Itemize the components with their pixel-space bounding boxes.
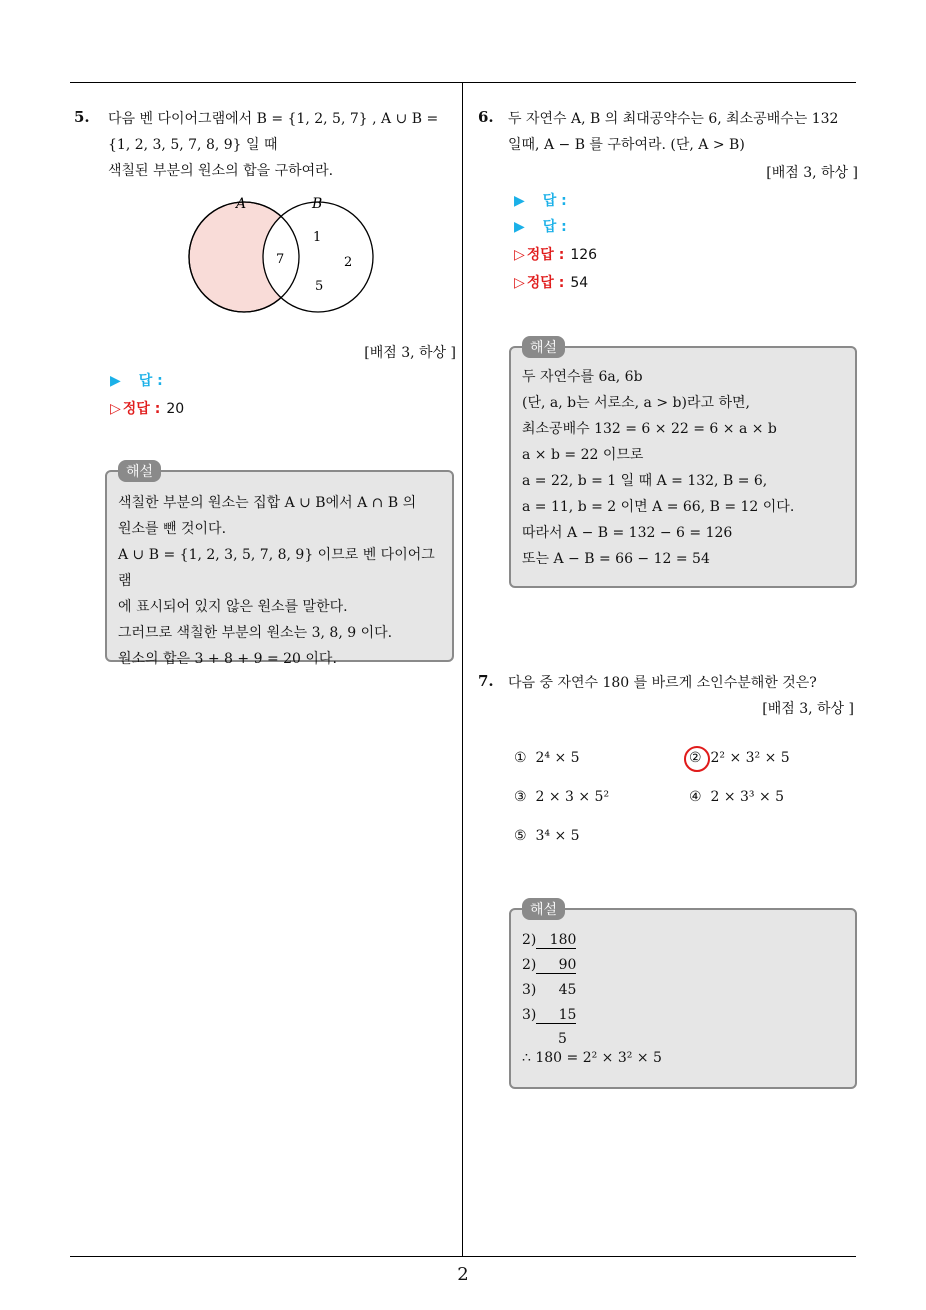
option-marker: ② — [689, 750, 702, 766]
explain-line: a = 22, b = 1 일 때 A = 132, B = 6, — [522, 473, 768, 489]
option-text: 2² × 3² × 5 — [710, 750, 790, 766]
venn-label-b: B — [312, 196, 323, 212]
correct-label: 정답 : — [122, 401, 161, 417]
q5-stem — [108, 106, 458, 184]
venn-value-5: 5 — [315, 279, 324, 294]
option-marker: ③ — [514, 789, 527, 805]
answer-triangle-icon: ▶ — [514, 219, 525, 235]
q5-line1: 다음 벤 다이어그램에서 B = {1, 2, 5, 7} , A ∪ B = — [108, 111, 439, 127]
explain-line: a × b = 22 이므로 — [522, 447, 644, 463]
q7-option-3[interactable] — [514, 789, 609, 805]
q6-number: 6. — [478, 108, 494, 126]
correct-value: 54 — [570, 275, 589, 291]
answer-triangle-icon: ▶ — [110, 373, 121, 389]
explain-line: 원소의 합은 3 + 8 + 9 = 20 이다. — [118, 651, 337, 667]
explain-line: (단, a, b는 서로소, a > b)라고 하면, — [522, 395, 750, 411]
q6-stem — [508, 106, 863, 158]
page-number: 2 — [457, 1264, 469, 1285]
answer-label: 답 : — [138, 373, 163, 389]
venn-label-a: A — [236, 196, 247, 212]
q6-answer-row — [514, 216, 567, 236]
q6-score: [배점 3, 하상 ] — [766, 165, 858, 181]
q6-line2: 일때, A − B 를 구하여라. (단, A > B) — [508, 137, 745, 153]
explain-line: 그러므로 색칠한 부분의 원소는 3, 8, 9 이다. — [118, 625, 393, 641]
division-conclusion: ∴ 180 = 2² × 3² × 5 — [522, 1050, 662, 1066]
q7-number: 7. — [478, 672, 494, 690]
q7-option-4[interactable] — [689, 789, 784, 805]
venn-value-7: 7 — [276, 252, 285, 267]
q7-option-1[interactable] — [514, 750, 580, 766]
answer-triangle-icon: ▶ — [514, 193, 525, 209]
correct-value: 20 — [166, 401, 185, 417]
division-step: 3) 45 — [522, 982, 577, 998]
venn-value-2: 2 — [344, 255, 353, 270]
division-result: 5 — [558, 1031, 567, 1047]
explain-line: a = 11, b = 2 이면 A = 66, B = 12 이다. — [522, 499, 795, 515]
explain-line: 또는 A − B = 66 − 12 = 54 — [522, 551, 710, 567]
q7-stem — [508, 670, 863, 696]
q5-correct-row — [110, 398, 184, 418]
option-text: 3⁴ × 5 — [535, 828, 580, 844]
q5-explanation-text — [118, 490, 448, 672]
division-step: 2) 180 — [522, 932, 577, 948]
q6-explanation-text — [522, 364, 852, 572]
correct-triangle-icon: ▷ — [110, 401, 121, 417]
correct-value: 126 — [570, 247, 598, 263]
correct-triangle-icon: ▷ — [514, 275, 525, 291]
q6-answer-row — [514, 190, 567, 210]
option-marker: ⑤ — [514, 828, 527, 844]
q7-explanation-tag: 해설 — [522, 898, 565, 920]
q6-line1: 두 자연수 A, B 의 최대공약수는 6, 최소공배수는 132 — [508, 111, 839, 127]
column-divider — [462, 82, 463, 1257]
division-step: 2) 90 — [522, 957, 577, 973]
correct-label: 정답 : — [526, 247, 565, 263]
q5-line3: 색칠된 부분의 원소의 합을 구하여라. — [108, 163, 334, 179]
q5-score: [배점 3, 하상 ] — [364, 345, 456, 361]
q7-option-2[interactable] — [689, 750, 790, 766]
q7-option-5[interactable] — [514, 828, 580, 844]
option-text: 2 × 3 × 5² — [535, 789, 610, 805]
division-step: 3) 15 — [522, 1007, 577, 1023]
q6-correct-row — [514, 272, 588, 292]
q5-number: 5. — [74, 108, 90, 126]
option-marker: ④ — [689, 789, 702, 805]
q5-line2: {1, 2, 3, 5, 7, 8, 9} 일 때 — [108, 137, 278, 153]
venn-value-1: 1 — [313, 230, 322, 245]
q5-explanation-tag: 해설 — [118, 460, 161, 482]
explain-line: A ∪ B = {1, 2, 3, 5, 7, 8, 9} 이므로 벤 다이어그램 — [118, 547, 435, 589]
explain-line: 색칠한 부분의 원소는 집합 A ∪ B에서 A ∩ B 의 — [118, 495, 417, 511]
q5-answer-row — [110, 370, 163, 390]
q7-line1: 다음 중 자연수 180 를 바르게 소인수분해한 것은? — [508, 675, 817, 691]
correct-triangle-icon: ▷ — [514, 247, 525, 263]
explain-line: 두 자연수를 6a, 6b — [522, 369, 643, 385]
q6-explanation-tag: 해설 — [522, 336, 565, 358]
answer-label: 답 : — [542, 193, 567, 209]
option-text: 2⁴ × 5 — [535, 750, 580, 766]
top-rule — [70, 82, 856, 83]
q7-score: [배점 3, 하상 ] — [762, 701, 854, 717]
explain-line: 최소공배수 132 = 6 × 22 = 6 × a × b — [522, 421, 777, 437]
explain-line: 원소를 뺀 것이다. — [118, 521, 227, 537]
selected-circle-icon — [684, 746, 710, 772]
q5-venn-diagram — [180, 190, 380, 320]
explain-line: 따라서 A − B = 132 − 6 = 126 — [522, 525, 733, 541]
answer-label: 답 : — [542, 219, 567, 235]
correct-label: 정답 : — [526, 275, 565, 291]
option-text: 2 × 3³ × 5 — [710, 789, 785, 805]
bottom-rule — [70, 1256, 856, 1257]
explain-line: 에 표시되어 있지 않은 원소를 말한다. — [118, 599, 348, 615]
option-marker: ① — [514, 750, 527, 766]
q6-correct-row — [514, 244, 597, 264]
